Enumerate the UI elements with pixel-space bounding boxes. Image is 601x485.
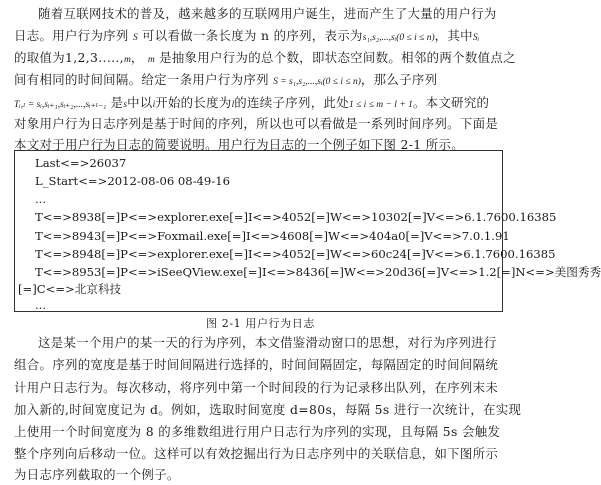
math-expression: Tᵢ,ₗ = sᵢ,sᵢ₊₁,sᵢ₊₂,...,sᵢ₊ₗ₋₁ <box>14 100 107 110</box>
log-line: [=]C<=>北京科技 <box>18 282 122 296</box>
para1-line-4 <box>14 72 511 90</box>
text-run: 可以看做一条长度为 n 的序列，表示为 <box>142 28 363 43</box>
log-line: L_Start<=>2012-08-06 08-49-16 <box>35 174 230 188</box>
para1-line-7: 本文对于用户行为日志的简要说明。用户行为日志的一个例子如下图 2-1 所示。 <box>14 137 465 152</box>
math-symbol: l <box>231 100 235 110</box>
figure-caption: 图 2-1 用户行为日志 <box>206 317 315 330</box>
text-run: ， <box>130 50 144 65</box>
para1-line-2 <box>14 28 511 46</box>
para1-line-6: 对象用户行为日志序列是基于时间的序列，所以也可以看做是一系列时间序列。下面是 <box>14 116 499 131</box>
para1-line-1: 随着互联网技术的普及，越来越多的互联网用户诞生，进而产生了大量的用户行为 <box>38 6 497 21</box>
math-symbol: i <box>152 100 156 110</box>
para2-line-6: 整个序列向后移动一位。这样可以有效挖掘出行为日志序列中的关联信息，如下图所示 <box>14 446 499 461</box>
log-line: T<=>8943[=]P<=>Foxmail.exe[=]I<=>4608[=]W<=>404a0[=]V<=>7.0.1.91 <box>35 229 510 243</box>
text-run: 。本文研究的 <box>412 95 490 110</box>
text-run: 是抽象用户行为的总个数，即状态空间数。相邻的两个数值点之 <box>159 50 516 65</box>
text-run: 是 <box>110 95 124 110</box>
log-line: Last<=>26037 <box>35 156 127 170</box>
log-line: ... <box>35 298 47 312</box>
math-expression: S = s₁,s₂,...,sᵢ(0 ≤ i ≤ n) <box>273 77 361 87</box>
text-run: 开始的长度为 <box>155 95 232 110</box>
log-figure-box <box>14 150 601 312</box>
math-symbol: m <box>123 55 131 65</box>
para2-line-7: 为日志序列截取的一个例子。 <box>14 467 180 482</box>
math-symbol: Sᵢ <box>472 33 480 43</box>
text-run: 中以 <box>127 95 153 110</box>
para1-line-3 <box>14 50 516 68</box>
math-expression: s₁,s₂,...,sᵢ(0 ≤ i ≤ n) <box>362 33 435 43</box>
math-expression: 1 ≤ i ≤ m − l + 1 <box>348 100 413 110</box>
text-run: 日志。用户行为序列 <box>14 28 129 43</box>
log-line: T<=>8953[=]P<=>iSeeQView.exe[=]I<=>8436[=]W<=>20d36[=]V<=>1.2[=]N<=>美图秀秀 <box>35 265 601 279</box>
math-symbol: m <box>147 55 155 65</box>
para2-line-5: 上使用一个时间宽度为 8 的多维数组进行用户日志行为序列的实现，且每隔 5s 会触发 <box>14 424 501 439</box>
text-run: ，其中 <box>434 28 473 43</box>
math-symbol: s <box>123 100 128 110</box>
log-line: T<=>8938[=]P<=>explorer.exe[=]I<=>4052[=]W<=>10302[=]V<=>6.1.7600.16385 <box>35 210 557 224</box>
math-symbol: S <box>132 33 138 43</box>
text-run: 的连续子序列，此处 <box>234 95 349 110</box>
text-run: 间有相同的时间间隔。给定一条用户行为序列 <box>14 72 269 87</box>
para2-line-3: 计用户日志行为。每次移动，将序列中第一个时间段的行为记录移出队列，在序列末未 <box>14 380 499 395</box>
para1-line-5 <box>14 95 511 113</box>
log-line: T<=>8948[=]P<=>explorer.exe[=]I<=>4052[=]W<=>60c24[=]V<=>6.1.7600.16385 <box>35 247 556 261</box>
log-line: ... <box>35 192 47 206</box>
para2-line-1: 这是某一个用户的某一天的行为序列，本文借鉴滑动窗口的思想，对行为序列进行 <box>38 335 497 350</box>
para2-line-4: 加入新的,时间宽度记为 d。例如，选取时间宽度 d=80s，每隔 5s 进行一次统计，在实现 <box>14 402 522 417</box>
para2-line-2: 组合。序列的宽度是基于时间间隔进行选择的，时间间隔固定，每隔固定的时间间隔统 <box>14 357 499 372</box>
text-run: ，那么子序列 <box>360 72 438 87</box>
text-run: 的取值为1,2,3....., <box>14 50 124 65</box>
